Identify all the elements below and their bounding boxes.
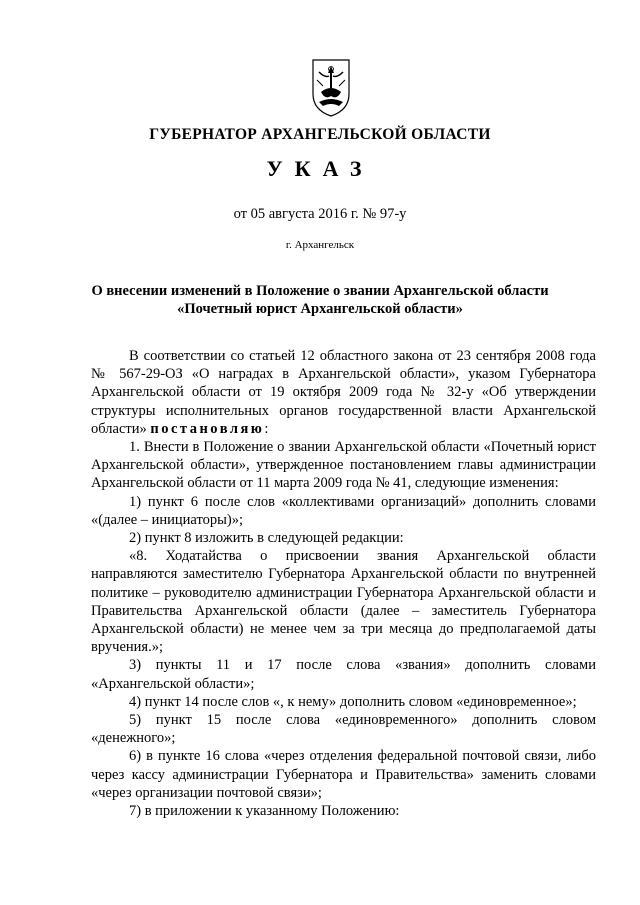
body-paragraph: 2) пункт 8 изложить в следующей редакции: — [129, 530, 404, 547]
decree-word: постановляю — [150, 420, 265, 437]
issuer-heading: ГУБЕРНАТОР АРХАНГЕЛЬСКОЙ ОБЛАСТИ — [149, 126, 491, 143]
decree-date-number: от 05 августа 2016 г. № 97-у — [233, 206, 407, 222]
intro-text: В соответствии со статьей 12 областного закона от 23 сентября 2008 года № 567-29-ОЗ «О наградах в Архангельской области», указом Губернатора Архангельской области от 19 октября 2009 года № 32-у «Об утверждении структуры исполнительных органов государственной власти Архангельской области» — [91, 348, 596, 437]
decree-colon: : — [264, 420, 269, 437]
body-paragraph: 5) пункт 15 после слова «единовременного» дополнить словом «денежного»; — [91, 712, 596, 747]
body-paragraph: 1) пункт 6 после слов «коллективами организаций» дополнить словами «(далее – инициаторы)»; — [91, 493, 596, 528]
decree-title — [60, 282, 580, 318]
body-paragraph: 7) в приложении к указанному Положению: — [129, 803, 400, 820]
arkhangelsk-coat-of-arms-icon — [311, 58, 351, 118]
intro-paragraph — [91, 347, 596, 438]
decree-body — [91, 347, 596, 820]
body-paragraph: 1. Внести в Положение о звании Архангельской области «Почетный юрист Архангельской области», утвержденное постановлением главы администрации Архангельской области от 11 марта 2009 года № 41, следующие изменения: — [91, 439, 596, 492]
body-paragraph: 4) пункт 14 после слов «, к нему» дополнить словом «единовременное»; — [129, 693, 577, 710]
decree-title-line: О внесении изменений в Положение о звании Архангельской области — [91, 283, 549, 299]
document-type: УКАЗ — [266, 156, 374, 181]
decree-title-line: «Почетный юрист Архангельской области» — [177, 301, 463, 317]
body-paragraph: 3) пункты 11 и 17 после слова «звания» дополнить словами «Архангельской области»; — [91, 657, 596, 692]
decree-place: г. Архангельск — [285, 239, 355, 251]
body-paragraph: «8. Ходатайства о присвоении звания Архангельской области направляются заместителю Губернатора Архангельской области по внутренней политике – руководителю администрации Губернатора Архангельской области и Правительства Архангельской области (далее – заместитель Губернатора Архангельской области) не менее чем за три месяца до предполагаемой даты вручения.»; — [91, 548, 596, 656]
body-paragraph: 6) в пункте 16 слова «через отделения федеральной почтовой связи, либо через кассу администрации Губернатора и Правительства» заменить словами «через организации почтовой связи»; — [91, 748, 596, 801]
